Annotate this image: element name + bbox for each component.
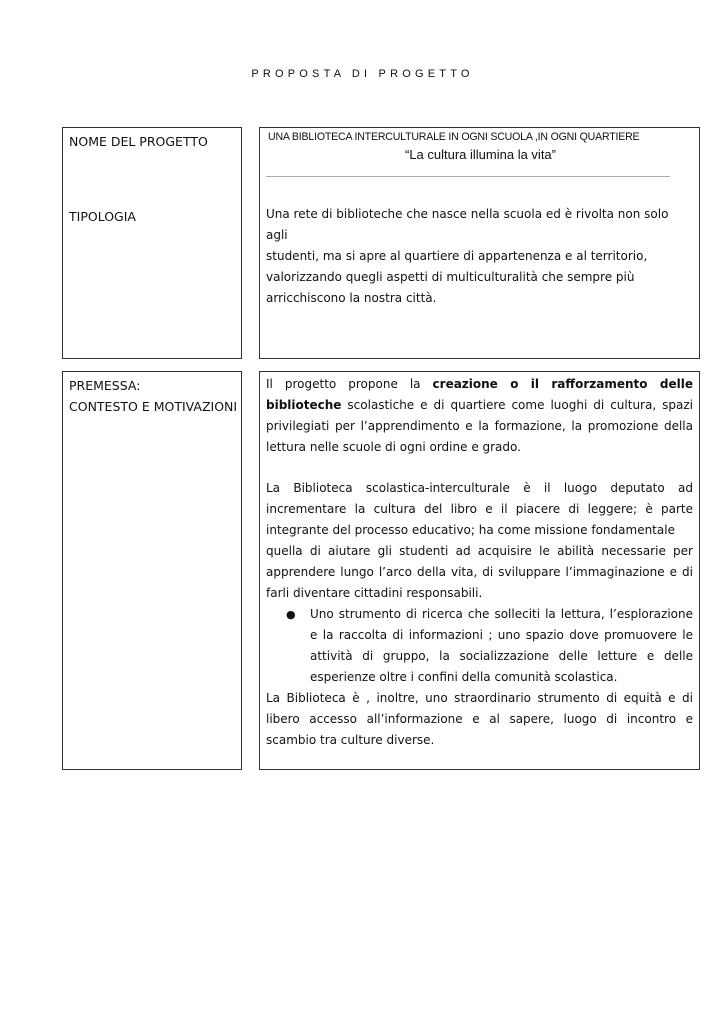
paragraph-missione: quella di aiutare gli studenti ad acquisire le abilità necessarie per apprendere lungo l’arco della vita, di sviluppare l’immaginazione e di farli diventare cittadini responsabili. — [266, 544, 693, 600]
label-tipologia: TIPOLOGIA — [69, 209, 136, 224]
content-box-project — [259, 127, 700, 359]
label-project-name: NOME DEL PROGETTO — [69, 134, 208, 149]
label-box-project — [62, 127, 242, 359]
label-premessa: PREMESSA: — [69, 378, 141, 393]
intro-text: Il progetto propone la — [266, 377, 433, 391]
bullet-text: Uno strumento di ricerca che solleciti la lettura, l’esplorazione e la raccolta di informazioni ; uno spazio dove promuovere le attività di gruppo, la socializzazione delle letture e delle esperienze oltre i confini della comunità scolastica. — [310, 607, 693, 684]
intro-text-continued: scolastiche e di quartiere come luoghi di cultura, spazi privilegiati per l’apprendimento e la formazione, la promozione della lettura nelle scuole di ogni ordine e grado. — [266, 398, 693, 454]
content-box-premessa — [259, 371, 700, 770]
premessa-content — [266, 374, 693, 751]
bullet-icon: ● — [286, 608, 296, 621]
tipologia-line: Una rete di biblioteche che nasce nella scuola ed è rivolta non solo agli — [266, 207, 669, 242]
intro-bold-text: creazione o il rafforzamento delle biblioteche — [266, 377, 693, 412]
tipologia-line: arricchiscono la nostra città. — [266, 291, 437, 305]
tipologia-description — [266, 204, 691, 309]
tipologia-line: valorizzando quegli aspetti di multiculturalità che sempre più — [266, 270, 635, 284]
separator-line — [266, 176, 670, 177]
paragraph-equita: La Biblioteca è , inoltre, uno straordinario strumento di equità e di libero accesso all’informazione e al sapere, luogo di incontro e scambio tra culture diverse. — [266, 691, 693, 747]
document-title: PROPOSTA DI PROGETTO — [251, 68, 474, 80]
paragraph-intro — [266, 374, 693, 458]
paragraph-biblioteca: La Biblioteca scolastica-interculturale è il luogo deputato ad incrementare la cultura del libro e il piacere di leggere; è parte integrante del processo educativo; ha come missione fondamentale — [266, 481, 693, 537]
label-box-premessa — [62, 371, 242, 770]
project-subtitle: “La cultura illumina la vita” — [404, 147, 556, 162]
label-contesto: CONTESTO E MOTIVAZIONI — [69, 399, 238, 414]
bullet-item — [266, 604, 693, 688]
project-name: UNA BIBLIOTECA INTERCULTURALE IN OGNI SCUOLA ,IN OGNI QUARTIERE — [268, 131, 640, 143]
tipologia-line: studenti, ma si apre al quartiere di appartenenza e al territorio, — [266, 249, 648, 263]
